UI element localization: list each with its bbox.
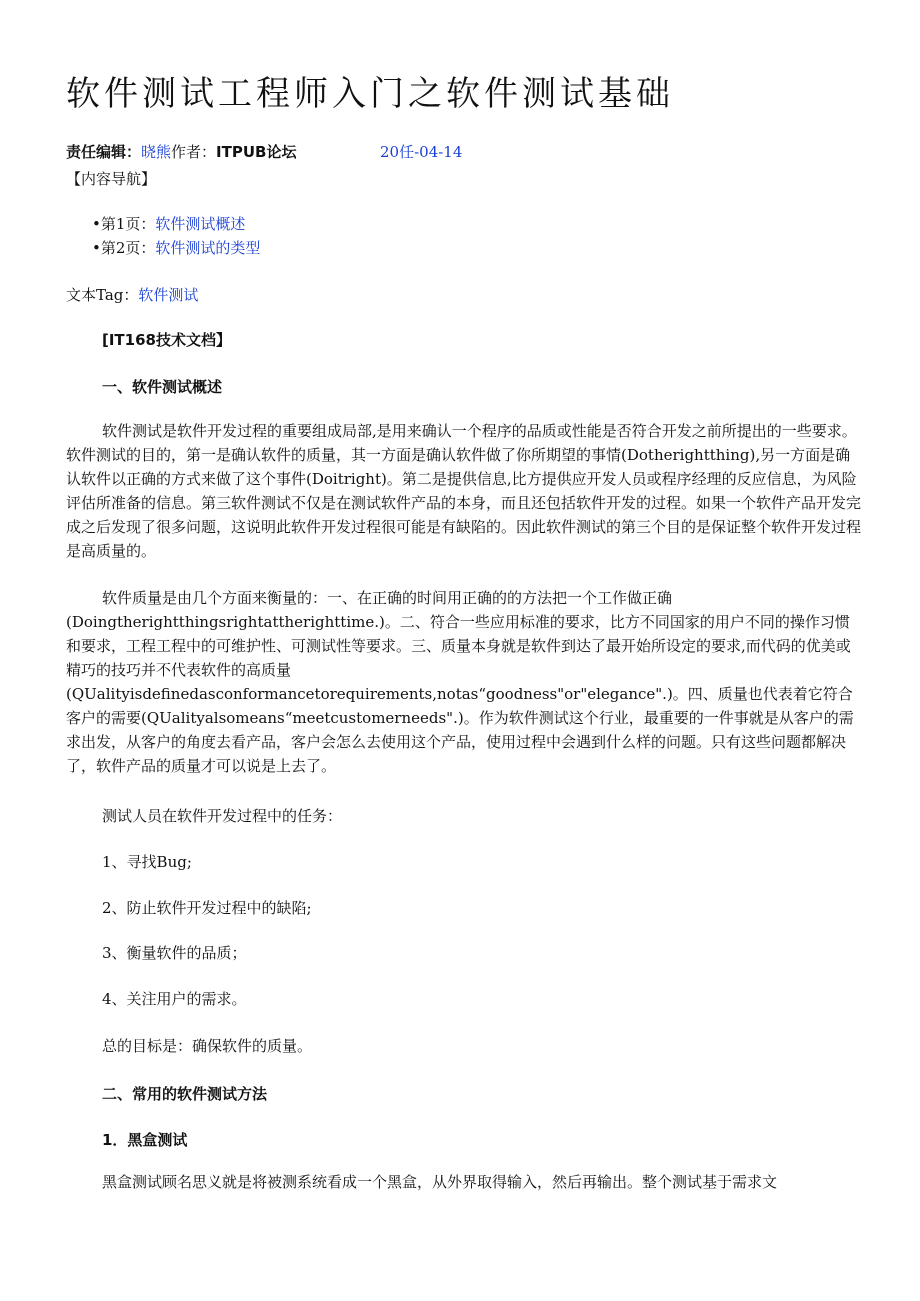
doc-source-label: [IT168技术文档】 bbox=[102, 331, 231, 349]
nav-item-prefix: •第2页： bbox=[92, 239, 156, 257]
task-item: 3、衡量软件的品质； bbox=[102, 944, 247, 962]
section-2-heading: 二、常用的软件测试方法 bbox=[102, 1085, 268, 1103]
content-nav-list bbox=[92, 212, 260, 260]
tasks-intro: 测试人员在软件开发过程中的任务： bbox=[102, 807, 343, 825]
nav-link-page-1[interactable]: 软件测试概述 bbox=[155, 215, 246, 233]
editor-label: 责任编辑： bbox=[66, 143, 142, 161]
tag-link[interactable]: 软件测试 bbox=[138, 286, 199, 304]
tag-label: 文本Tag： bbox=[66, 286, 139, 304]
author-name: ITPUB论坛 bbox=[216, 143, 297, 161]
section-1-paragraph-1: 软件测试是软件开发过程的重要组成局部,是用来确认一个程序的品质或性能是否符合开发之前所提出的一些要求。软件测试的目的，第一是确认软件的质量，其一方面是确认软件做了你所期望的事情(Dotherightthing),另一方面是确认软件以正确的方式来做了这个事件(Doitright)。第二是提供信息,比方提供应开发人员或程序经理的反应信息，为风险评估所准备的信息。第三软件测试不仅是在测试软件产品的本身，而且还包括软件开发的过程。如果一个软件产品开发完成之后发现了很多问题，这说明此软件开发过程很可能是有缺陷的。因此软件测试的第三个目的是保证整个软件开发过程是高质量的。 bbox=[66, 422, 862, 560]
content-nav-title: 【内容导航】 bbox=[66, 170, 157, 188]
nav-item bbox=[92, 236, 260, 260]
task-item: 4、关注用户的需求。 bbox=[102, 990, 247, 1008]
nav-item-prefix: •第1页： bbox=[92, 215, 156, 233]
nav-item bbox=[92, 212, 260, 236]
article-meta bbox=[66, 141, 463, 162]
black-box-paragraph: 黑盒测试顾名思义就是将被测系统看成一个黑盒，从外界取得输入，然后再输出。整个测试基于需求文 bbox=[102, 1173, 778, 1191]
task-item: 1、寻找Bug; bbox=[102, 853, 192, 871]
section-1-heading: 一、软件测试概述 bbox=[102, 378, 223, 396]
editor-name-link[interactable]: 晓熊 bbox=[141, 143, 172, 161]
section-1-paragraph-2: 软件质量是由几个方面来衡量的：一、在正确的时间用正确的的方法把一个工作做正确(Doingtherightthingsrightattherighttime.)。二、符合一些应用标准的要求，比方不同国家的用户不同的操作习惯和要求，工程工程中的可维护性、可测试性等要求。三、质量本身就是软件到达了最开始所设定的要求,而代码的优美或精巧的技巧并不代表软件的高质量(QUalityisdefinedasconformancetorequirements,notas“goodness"or"elegance".)。四、质量也代表着它符合客户的需要(QUalityalsomeans“meetcustomerneeds".)。作为软件测试这个行业，最重要的一件事就是从客户的需求出发，从客户的角度去看产品，客户会怎么去使用这个产品，使用过程中会遇到什么样的问题。只有这些问题都解决了，软件产品的质量才可以说是上去了。 bbox=[66, 589, 854, 775]
task-item: 2、防止软件开发过程中的缺陷; bbox=[102, 899, 312, 917]
page-title: 软件测试工程师入门之软件测试基础 bbox=[66, 74, 674, 114]
overall-goal: 总的目标是：确保软件的质量。 bbox=[102, 1037, 313, 1055]
nav-link-page-2[interactable]: 软件测试的类型 bbox=[155, 239, 261, 257]
publish-date-link[interactable]: 20任-04-14 bbox=[380, 143, 463, 161]
text-tag bbox=[66, 284, 198, 305]
subsection-black-box-heading: 1．黑盒测试 bbox=[102, 1131, 188, 1149]
author-label: 作者： bbox=[171, 143, 217, 161]
